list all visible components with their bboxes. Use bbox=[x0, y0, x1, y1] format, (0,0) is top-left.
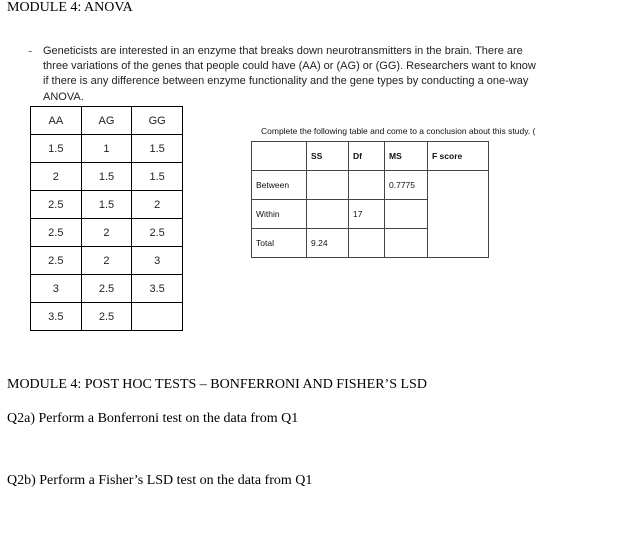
table-cell: 2.5 bbox=[81, 303, 132, 331]
data-table-header-row bbox=[31, 107, 183, 135]
total-ss-cell: 9.24 bbox=[307, 229, 349, 258]
between-df-cell bbox=[349, 171, 385, 200]
module2-heading: MODULE 4: POST HOC TESTS – BONFERRONI AND FISHER’S LSD bbox=[7, 377, 427, 392]
table-cell: 3.5 bbox=[132, 275, 183, 303]
row-label-between: Between bbox=[252, 171, 307, 200]
anova-summary-table bbox=[251, 141, 489, 258]
total-ms-cell bbox=[385, 229, 428, 258]
anova-header-ms: MS bbox=[385, 142, 428, 171]
module1-heading: MODULE 4: ANOVA bbox=[7, 0, 133, 15]
anova-row-between bbox=[252, 171, 489, 200]
anova-header-blank bbox=[252, 142, 307, 171]
table-cell: 3.5 bbox=[31, 303, 82, 331]
anova-header-row bbox=[252, 142, 489, 171]
header-gg: GG bbox=[132, 107, 183, 135]
table-cell: 2 bbox=[81, 219, 132, 247]
header-ag: AG bbox=[81, 107, 132, 135]
table-cell: 1.5 bbox=[31, 135, 82, 163]
within-df-cell: 17 bbox=[349, 200, 385, 229]
total-df-cell bbox=[349, 229, 385, 258]
within-ss-cell bbox=[307, 200, 349, 229]
table-row bbox=[31, 303, 183, 331]
between-ss-cell bbox=[307, 171, 349, 200]
table-row bbox=[31, 191, 183, 219]
table-cell: 3 bbox=[31, 275, 82, 303]
header-aa: AA bbox=[31, 107, 82, 135]
table-row bbox=[31, 163, 183, 191]
table-cell: 2 bbox=[31, 163, 82, 191]
within-ms-cell bbox=[385, 200, 428, 229]
anova-header-df: Df bbox=[349, 142, 385, 171]
anova-header-fscore: F score bbox=[428, 142, 489, 171]
table-cell: 1.5 bbox=[81, 163, 132, 191]
question-2a: Q2a) Perform a Bonferroni test on the data from Q1 bbox=[7, 411, 299, 426]
bullet-dash: - bbox=[28, 43, 33, 58]
table-cell: 1 bbox=[81, 135, 132, 163]
row-label-total: Total bbox=[252, 229, 307, 258]
table-row bbox=[31, 275, 183, 303]
anova-header-ss: SS bbox=[307, 142, 349, 171]
table-cell: 2.5 bbox=[81, 275, 132, 303]
anova-instruction: Complete the following table and come to a conclusion about this study. ( bbox=[261, 126, 536, 136]
table-row bbox=[31, 135, 183, 163]
f-score-cell bbox=[428, 171, 489, 258]
table-cell: 2.5 bbox=[31, 219, 82, 247]
table-cell: 1.5 bbox=[81, 191, 132, 219]
question-2b: Q2b) Perform a Fisher’s LSD test on the data from Q1 bbox=[7, 473, 313, 488]
table-cell: 1.5 bbox=[132, 135, 183, 163]
table-cell: 2 bbox=[81, 247, 132, 275]
table-cell: 2.5 bbox=[31, 191, 82, 219]
table-cell: 2.5 bbox=[31, 247, 82, 275]
between-ms-cell: 0.7775 bbox=[385, 171, 428, 200]
table-cell: 2.5 bbox=[132, 219, 183, 247]
gene-data-table bbox=[30, 106, 183, 331]
table-cell: 1.5 bbox=[132, 163, 183, 191]
table-row bbox=[31, 219, 183, 247]
table-cell bbox=[132, 303, 183, 331]
table-cell: 2 bbox=[132, 191, 183, 219]
table-cell: 3 bbox=[132, 247, 183, 275]
row-label-within: Within bbox=[252, 200, 307, 229]
intro-paragraph: Geneticists are interested in an enzyme that breaks down neurotransmitters in the brain. There are three variations of the genes that people could have (AA) or (AG) or (GG). Researchers want to know if there is any difference between enzyme functionality and the gene types by conducting a one-way ANOVA. bbox=[43, 45, 536, 103]
table-row bbox=[31, 247, 183, 275]
